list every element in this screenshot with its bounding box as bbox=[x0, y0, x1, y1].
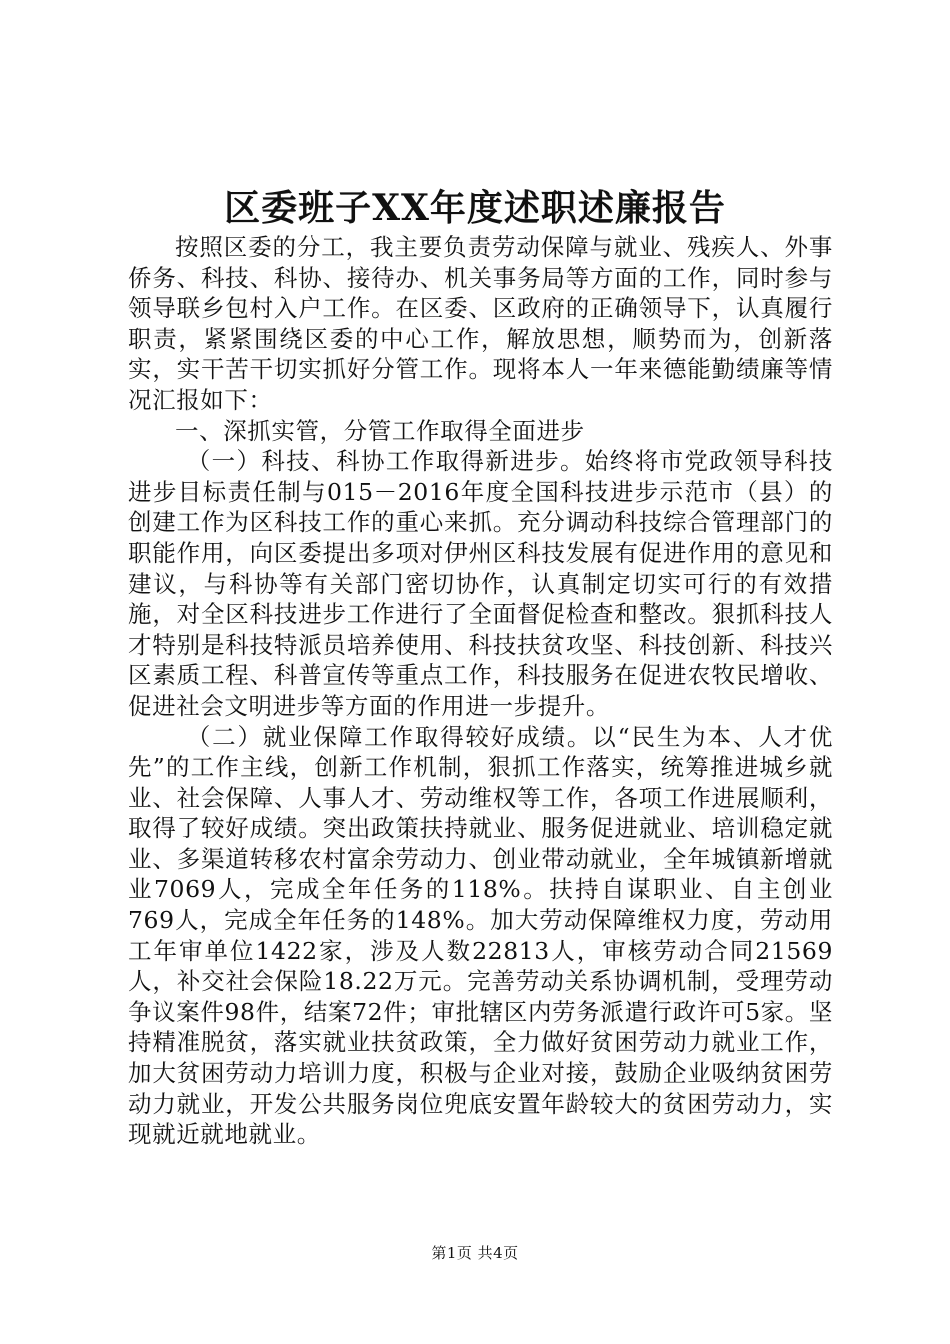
document-body bbox=[128, 232, 833, 1150]
subsection-paragraph-employment: （二）就业保障工作取得较好成绩。以“民生为本、人才优先”的工作主线，创新工作机制，狠抓工作落实，统筹推进城乡就业、社会保障、人事人才、劳动维权等工作，各项工作进展顺利，取得了较好成绩。突出政策扶持就业、服务促进就业、培训稳定就业、多渠道转移农村富余劳动力、创业带动就业，全年城镇新增就业7069人，完成全年任务的118%。扶持自谋职业、自主创业769人，完成全年任务的148%。加大劳动保障维权力度，劳动用工年审单位1422家，涉及人数22813人，审核劳动合同21569人，补交社会保险18.22万元。完善劳动关系协调机制，受理劳动争议案件98件，结案72件；审批辖区内劳务派遣行政许可5家。坚持精准脱贫，落实就业扶贫政策，全力做好贫困劳动力就业工作，加大贫困劳动力培训力度，积极与企业对接，鼓励企业吸纳贫困劳动力就业，开发公共服务岗位兜底安置年龄较大的贫困劳动力，实现就近就地就业。 bbox=[128, 722, 833, 1149]
section-heading: 一、深抓实管，分管工作取得全面进步 bbox=[175, 416, 585, 445]
subsection-paragraph-technology: （一）科技、科协工作取得新进步。始终将市党政领导科技进步目标责任制与015－2016年度全国科技进步示范市（县）的创建工作为区科技工作的重心来抓。充分调动科技综合管理部门的职能作用，向区委提出多项对伊州区科技发展有促进作用的意见和建议，与科协等有关部门密切协作，认真制定切实可行的有效措施，对全区科技进步工作进行了全面督促检查和整改。狠抓科技人才特别是科技特派员培养使用、科技扶贫攻坚、科技创新、科技兴区素质工程、科普宣传等重点工作，科技服务在促进农牧民增收、促进社会文明进步等方面的作用进一步提升。 bbox=[128, 447, 833, 720]
page-footer: 第1页 共4页 bbox=[431, 1244, 519, 1262]
document-title: 区委班子XX年度述职述廉报告 bbox=[224, 187, 726, 229]
intro-paragraph: 按照区委的分工，我主要负责劳动保障与就业、残疾人、外事侨务、科技、科协、接待办、机关事务局等方面的工作，同时参与领导联乡包村入户工作。在区委、区政府的正确领导下，认真履行职责，紧紧围绕区委的中心工作，解放思想，顺势而为，创新落实，实干苦干切实抓好分管工作。现将本人一年来德能勤绩廉等情况汇报如下： bbox=[128, 233, 833, 414]
